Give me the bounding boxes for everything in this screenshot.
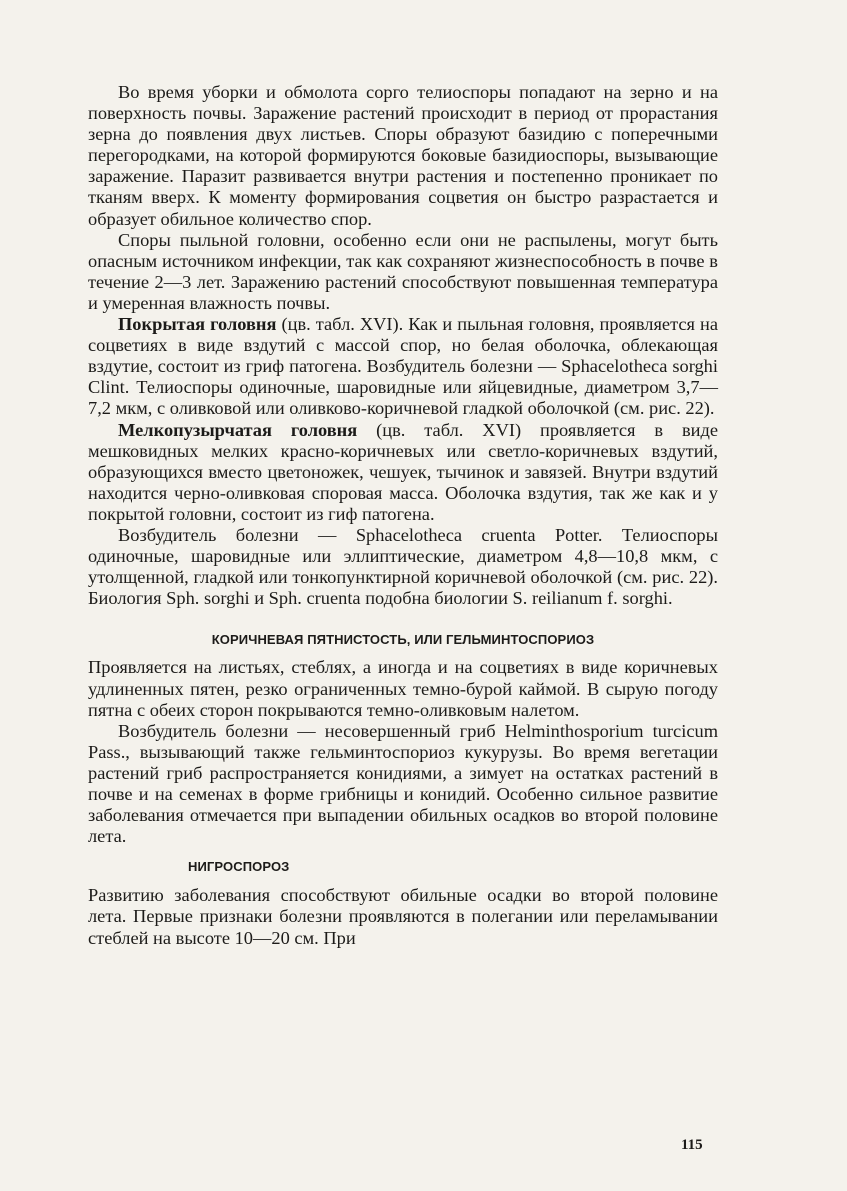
section-heading-brown-spot: КОРИЧНЕВАЯ ПЯТНИСТОСТЬ, ИЛИ ГЕЛЬМИНТОСПОРИОЗ [211,632,595,648]
paragraph-brown-spot-pathogen: Возбудитель болезни — несовершенный гриб Helminthosporium turcicum Pass., вызывающий также гельминтоспориоз кукурузы. Во время вегетации растений гриб распространяется конидиями, а зимует на остатках растений в почве и на семенах в форме грибницы и конидий. Особенно сильное развитие заболевания отмечается при выпадении обильных осадков во второй половине лета. [88,720,718,847]
paragraph-nigrospora: Развитию заболевания способствуют обильные осадки во второй половине лета. Первые признаки болезни проявляются в полегании или переламывании стеблей на высоте 10—20 см. При [88,885,718,948]
term-head-smut: Мелкопузырчатая головня [118,419,358,440]
covered-smut-description: (цв. табл. XVI). Как и пыльная головня, проявляется на соцветиях в виде вздутий с массой спор, но белая оболочка, облекающая вздутие, состоит из гриф патогена. Возбудитель болезни — Sphacelotheca sorghi Clint. Телиоспоры одиночные, шаровидные или яйцевидные, диаметром 3,7—7,2 мкм, с оливковой или оливково-коричневой гладкой оболочкой (см. рис. 22). [88,314,718,419]
page-number: 115 [681,1137,703,1153]
section-heading-nigrospora: НИГРОСПОРОЗ [188,859,290,875]
paragraph-smut-infection: Во время уборки и обмолота сорго телиоспоры попадают на зерно и на поверхность почвы. Заражение растений происходит в период от прорастания зерна до появления двух листьев. Споры образуют базидию с поперечными перегородками, на которой формируются боковые базидиоспоры, вызывающие заражение. Паразит развивается внутри растения и постепенно проникает по тканям вверх. К моменту формирования соцветия он быстро разрастается и образует обильное количество спор. [88,82,718,229]
term-covered-smut: Покрытая головня [118,314,277,335]
paragraph-loose-smut-spores: Споры пыльной головни, особенно если они не распылены, могут быть опасным источником инфекции, так как сохраняют жизнеспособность в почве в течение 2—3 лет. Заражению растений способствуют повышенная температура и умеренная влажность почвы. [88,229,718,313]
head-smut-description: (цв. табл. XVI) проявляется в виде мешковидных мелких красно-коричневых или светло-коричневых вздутий, образующихся вместо цветоножек, чешуек, тычинок и завязей. Внутри вздутий находится черно-оливковая споровая масса. Оболочка вздутия, так же как и у покрытой головни, состоит из гиф патогена. [88,419,718,524]
paragraph-head-smut-pathogen: Возбудитель болезни — Sphacelotheca cruenta Potter. Телиоспоры одиночные, шаровидные или эллиптические, диаметром 4,8—10,8 мкм, с утолщенной, гладкой или тонкопунктирной коричневой оболочкой (см. рис. 22). Биология Sph. sorghi и Sph. cruenta подобна биологии S. reilianum f. sorghi. [88,524,718,609]
paragraph-covered-smut [88,314,718,419]
paragraph-head-smut [88,420,718,525]
paragraph-brown-spot-symptoms: Проявляется на листьях, стеблях, а иногда и на соцветиях в виде коричневых удлиненных пятен, резко ограниченных темно-бурой каймой. В сырую погоду пятна с обеих сторон покрываются темно-оливковым налетом. [88,657,718,720]
book-page [88,82,718,949]
